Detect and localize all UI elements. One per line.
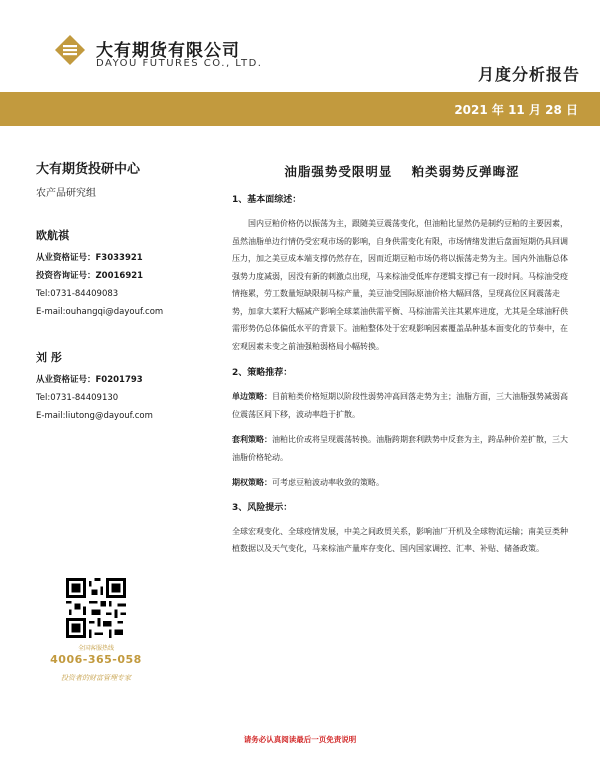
analyst-qualification: 从业资格证号：F3033921 bbox=[36, 253, 143, 263]
company-slogan: 投资者的财富管理专家 bbox=[61, 674, 131, 682]
risk-text: 全球宏观变化、全球疫情发展，中美之间政贸关系，影响油厂开机及全球物流运输；南美豆类种植数据以及天气变化，马来棕油产量库存变化、国内国家调控、汇率、补贴、储备政策。 bbox=[232, 526, 568, 553]
analyst-name: 欧航祺 bbox=[36, 229, 69, 242]
analyst-email: E-mail:liutong@dayouf.com bbox=[36, 411, 153, 421]
analyst-qualification: 从业资格证号：F0201793 bbox=[36, 375, 143, 385]
analyst-email: E-mail:ouhangqi@dayouf.com bbox=[36, 307, 164, 317]
strategy-label: 套利策略： bbox=[232, 435, 272, 444]
analyst-tel: Tel:0731-84409130 bbox=[36, 393, 119, 403]
report-body bbox=[232, 162, 572, 558]
strategy-text: 油粕比价或将呈现震荡转换。油脂跨期套利跌势中反套为主，跨品种价差扩散，三大油脂价格轮动。 bbox=[232, 435, 568, 462]
strategy-label: 单边策略： bbox=[232, 392, 272, 401]
strategy-item bbox=[232, 388, 572, 423]
section-heading-risk: 3、风险提示： bbox=[232, 502, 293, 513]
report-header bbox=[0, 0, 600, 92]
analyst-name: 刘 彤 bbox=[36, 351, 62, 364]
research-center: 大有期货投研中心 bbox=[36, 162, 141, 177]
analyst-card bbox=[36, 227, 206, 321]
analyst-card bbox=[36, 349, 206, 425]
report-date: 2021 年 11 月 28 日 bbox=[454, 103, 578, 117]
qr-caption: 全国客服热线 bbox=[77, 645, 114, 652]
service-hotline: 4006-365-058 bbox=[50, 653, 142, 666]
strategy-item bbox=[232, 431, 572, 466]
strategy-label: 期权策略： bbox=[232, 478, 272, 487]
strategy-text: 目前粕类价格短期以阶段性弱势冲高回落走势为主；油脂方面，三大油脂强势减弱高位震荡区间下移，波动率趋于扩散。 bbox=[232, 392, 568, 419]
disclaimer-link[interactable]: 请务必认真阅读最后一页免责说明 bbox=[243, 735, 357, 744]
analyst-consulting-id: 投资咨询证号：Z0016921 bbox=[36, 271, 144, 281]
basic-overview-text: 国内豆粕价格仍以振荡为主，跟随美豆震荡变化，但油粕比显然仍是制约豆粕的主要因素，虽然油脂单边行情仍受宏观市场的影响，自身供需变化有限，市场情绪发泄后盘面短期仍具回调压力，加之美豆成本端支撑仍然存在，因而近期豆粕市场仍将以振荡走势为主。国内外油脂总体强势力度减弱，因没有新的刺激点出现，马来棕油受低库存逻辑支撑已有一段时间。马棕油受疫情拖累，劳工数量短缺限制马棕产量，美豆油受国际原油价格大幅回落，呈现高位区间震荡走势，加拿大菜籽大幅减产影响全球菜油供需平衡、马棕油需关注其累库进度，尤其是全球油籽供需形势仍总体偏低水平的背景下。油粕整体处于宏观影响因素覆盖品种基本面变化的节奏中，在宏观因素未变之前油强粕弱格局小幅转换。 bbox=[232, 219, 568, 351]
report-type: 月度分析报告 bbox=[477, 65, 580, 84]
sidebar bbox=[36, 158, 206, 425]
strategy-text: 可考虑豆粕波动率收敛的策略。 bbox=[272, 478, 384, 487]
analyst-tel: Tel:0731-84409083 bbox=[36, 289, 119, 299]
strategy-item bbox=[232, 474, 572, 492]
section-heading-strategy: 2、策略推荐： bbox=[232, 368, 293, 378]
company-logo bbox=[54, 34, 86, 66]
date-bar bbox=[0, 92, 600, 126]
research-group: 农产品研究组 bbox=[36, 188, 96, 199]
section-heading-basic: 1、基本面综述： bbox=[232, 195, 302, 205]
qr-code-icon bbox=[66, 578, 126, 638]
company-name-en: DAYOU FUTURES CO., LTD. bbox=[96, 58, 263, 69]
report-title: 油脂强势受限明显 粕类弱势反弹晦涩 bbox=[284, 164, 520, 179]
company-name-cn: 大有期货有限公司 bbox=[96, 41, 240, 61]
